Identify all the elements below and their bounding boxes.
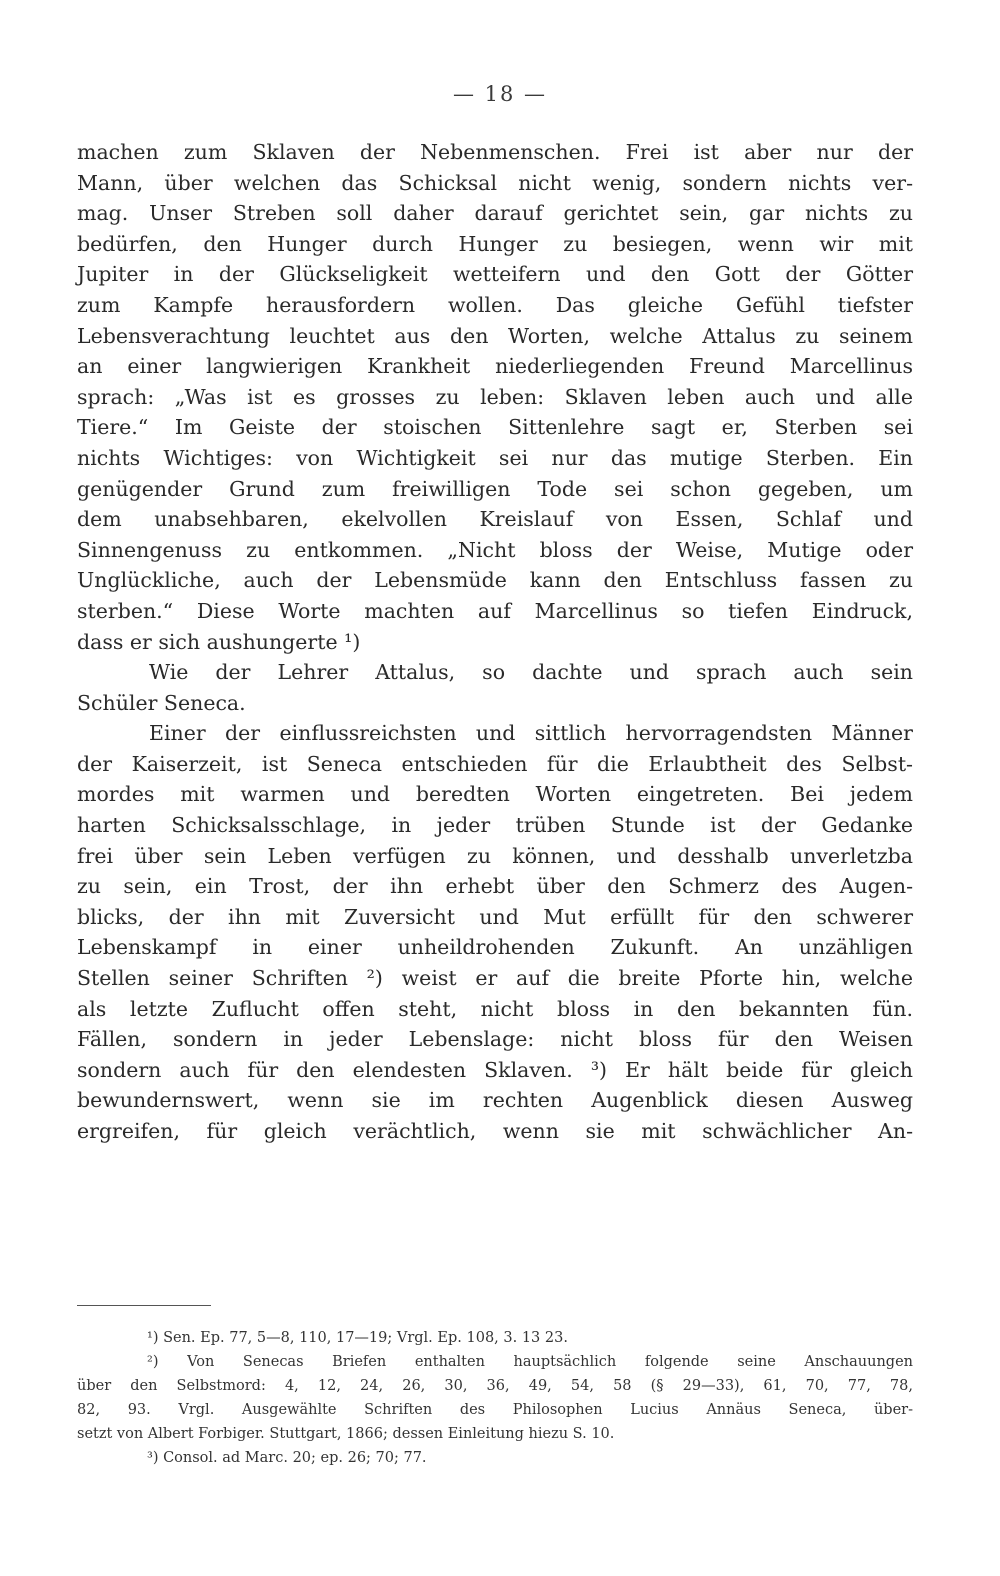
footnote-divider — [77, 1305, 211, 1306]
text-line: ergreifen, für gleich verächtlich, wenn sie mit schwächlicher An- — [77, 1119, 913, 1143]
text-line: genügender Grund zum freiwilligen Tode sei schon gegeben, um — [77, 476, 913, 501]
footnote-line: ¹) Sen. Ep. 77, 5—8, 110, 17—19; Vrgl. Ep. 108, 3. 13 23. — [147, 1330, 568, 1346]
text-line: sprach: „Was ist es grosses zu leben: Sklaven leben auch und alle — [77, 384, 913, 409]
footnotes — [77, 1326, 913, 1470]
paragraph-start-line: Wie der Lehrer Attalus, so dachte und sprach auch sein — [149, 660, 913, 685]
text-line: Jupiter in der Glückseligkeit wetteifern und den Gott der Götter — [77, 262, 913, 287]
text-line: Sinnengenuss zu entkommen. „Nicht bloss der Weise, Mutige oder — [77, 537, 913, 562]
text-line: Stellen seiner Schriften ²) weist er auf die breite Pforte hin, welche — [77, 966, 913, 991]
text-line: Mann, über welchen das Schicksal nicht wenig, sondern nichts ver- — [77, 170, 913, 195]
text-line: mordes mit warmen und beredten Worten eingetreten. Bei jedem — [77, 782, 913, 807]
text-line: machen zum Sklaven der Nebenmenschen. Frei ist aber nur der — [77, 140, 913, 164]
text-line: mag. Unser Streben soll daher darauf gerichtet sein, gar nichts zu — [77, 201, 913, 226]
text-line: nichts Wichtiges: von Wichtigkeit sei nur das mutige Sterben. Ein — [77, 445, 913, 470]
text-line: zum Kampfe herausfordern wollen. Das gleiche Gefühl tiefster — [77, 292, 913, 317]
paragraph-end-line: dass er sich aushungerte ¹) — [77, 629, 361, 654]
footnote-line: setzt von Albert Forbiger. Stuttgart, 1866; dessen Einleitung hiezu S. 10. — [77, 1426, 615, 1442]
text-line: blicks, der ihn mit Zuversicht und Mut erfüllt für den schwerer — [77, 904, 913, 929]
footnote-line: ²) Von Senecas Briefen enthalten hauptsächlich folgende seine Anschauungen — [147, 1354, 913, 1370]
text-line: sondern auch für den elendesten Sklaven. ³) Er hält beide für gleich — [77, 1057, 913, 1082]
text-line: Tiere.“ Im Geiste der stoischen Sittenlehre sagt er, Sterben sei — [77, 415, 913, 440]
footnote-line: über den Selbstmord: 4, 12, 24, 26, 30, 36, 49, 54, 58 (§ 29—33), 61, 70, 77, 78, — [77, 1378, 913, 1394]
text-line: sterben.“ Diese Worte machten auf Marcellinus so tiefen Eindruck, — [77, 598, 913, 623]
paragraph-start-line: Einer der einflussreichsten und sittlich hervorragendsten Männer — [149, 721, 913, 746]
text-line: dem unabsehbaren, ekelvollen Kreislauf von Essen, Schlaf und — [77, 507, 913, 532]
text-line: frei über sein Leben verfügen zu können, und desshalb unverletzba — [77, 843, 913, 868]
text-line: bewundernswert, wenn sie im rechten Augenblick diesen Ausweg — [77, 1088, 913, 1113]
text-line: harten Schicksalsschlage, in jeder trüben Stunde ist der Gedanke — [77, 813, 913, 838]
footnote-line: 82, 93. Vrgl. Ausgewählte Schriften des Philosophen Lucius Annäus Seneca, über- — [77, 1402, 913, 1418]
text-line: Lebensverachtung leuchtet aus den Worten, welche Attalus zu seinem — [77, 323, 913, 348]
text-line: als letzte Zuflucht offen steht, nicht bloss in den bekannten fün. — [77, 996, 913, 1021]
text-line: der Kaiserzeit, ist Seneca entschieden für die Erlaubtheit des Selbst- — [77, 751, 913, 776]
footnote-line: ³) Consol. ad Marc. 20; ep. 26; 70; 77. — [147, 1450, 427, 1466]
text-line: an einer langwierigen Krankheit niederliegenden Freund Marcellinus — [77, 354, 913, 379]
page-number: — 18 — — [452, 82, 548, 106]
text-line: Lebenskampf in einer unheildrohenden Zukunft. An unzähligen — [77, 935, 913, 960]
text-line: bedürfen, den Hunger durch Hunger zu besiegen, wenn wir mit — [77, 231, 913, 256]
text-line: zu sein, ein Trost, der ihn erhebt über den Schmerz des Augen- — [77, 874, 913, 899]
body-text — [77, 137, 913, 1147]
text-line: Fällen, sondern in jeder Lebenslage: nicht bloss für den Weisen — [77, 1027, 913, 1052]
text-line: Unglückliche, auch der Lebensmüde kann den Entschluss fassen zu — [77, 568, 913, 593]
paragraph-end-line: Schüler Seneca. — [77, 690, 246, 715]
